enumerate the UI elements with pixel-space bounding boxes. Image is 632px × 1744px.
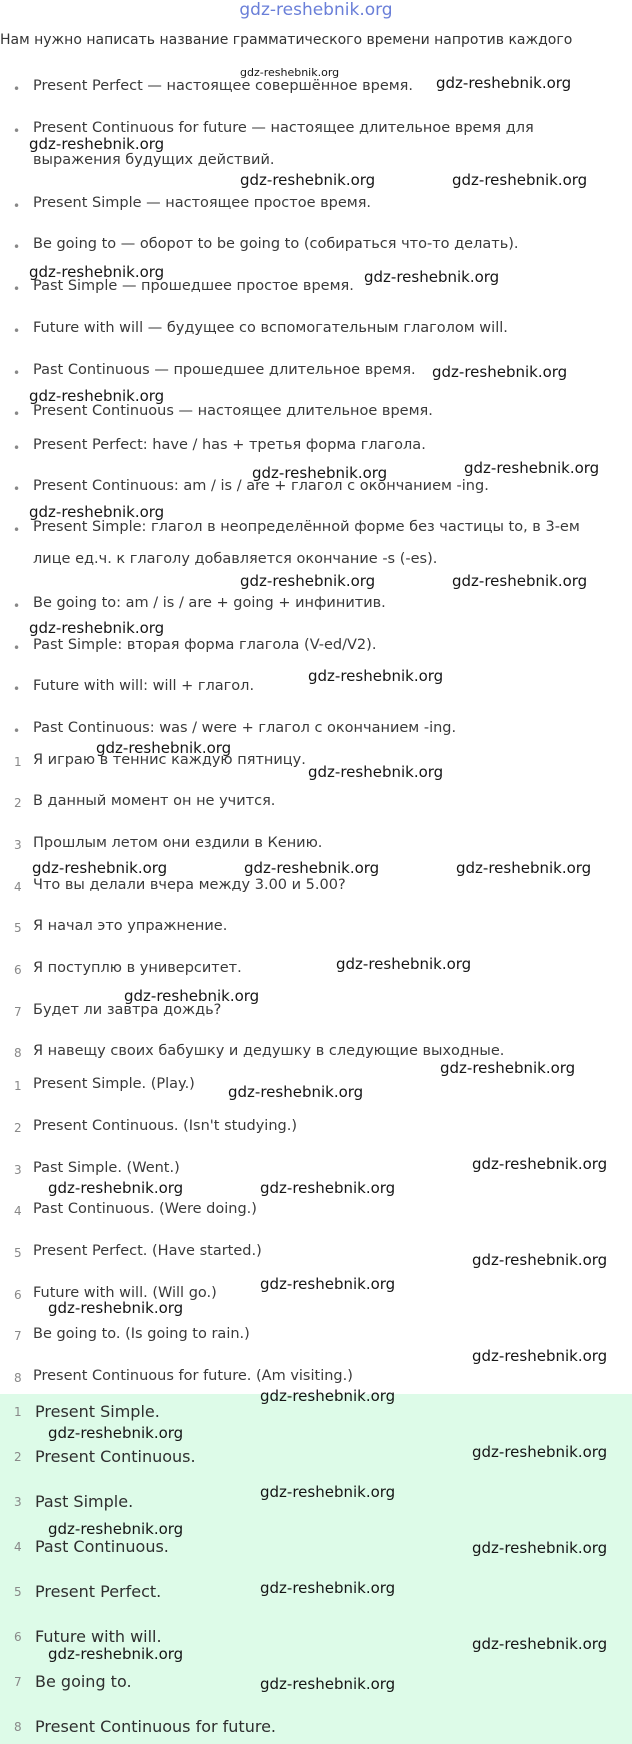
bullet-icon: • (13, 240, 21, 254)
watermark: gdz-reshebnik.org (260, 1275, 396, 1293)
bullet-icon: • (13, 407, 21, 421)
bullet-icon: • (13, 199, 21, 213)
watermark: gdz-reshebnik.org (252, 464, 388, 482)
watermark: gdz-reshebnik.org (472, 1443, 608, 1461)
watermark: gdz-reshebnik.org (432, 363, 568, 381)
watermark: gdz-reshebnik.org (472, 1539, 608, 1557)
bullet-icon: • (13, 82, 21, 96)
watermark: gdz-reshebnik.org (308, 763, 444, 781)
watermark: gdz-reshebnik.org (48, 1520, 184, 1538)
bullet-icon: • (13, 724, 21, 738)
watermark: gdz-reshebnik.org (228, 1083, 364, 1101)
watermark: gdz-reshebnik.org (32, 859, 168, 877)
watermark: gdz-reshebnik.org (436, 74, 572, 92)
watermark: gdz-reshebnik.org (240, 66, 340, 79)
site-watermark: gdz-reshebnik.org (239, 0, 393, 20)
watermark: gdz-reshebnik.org (456, 859, 592, 877)
watermark: gdz-reshebnik.org (124, 987, 260, 1005)
watermark: gdz-reshebnik.org (472, 1251, 608, 1269)
bullet-icon: • (13, 682, 21, 696)
watermark: gdz-reshebnik.org (260, 1387, 396, 1405)
watermark: gdz-reshebnik.org (29, 503, 165, 521)
watermark: gdz-reshebnik.org (336, 955, 472, 973)
watermark: gdz-reshebnik.org (48, 1645, 184, 1663)
watermark: gdz-reshebnik.org (29, 263, 165, 281)
watermark: gdz-reshebnik.org (29, 135, 165, 153)
watermark: gdz-reshebnik.org (472, 1155, 608, 1173)
watermark: gdz-reshebnik.org (240, 572, 376, 590)
watermark: gdz-reshebnik.org (308, 667, 444, 685)
watermark: gdz-reshebnik.org (464, 459, 600, 477)
bullet-icon: • (13, 366, 21, 380)
watermark: gdz-reshebnik.org (244, 859, 380, 877)
watermark: gdz-reshebnik.org (260, 1579, 396, 1597)
bullet-icon: • (13, 599, 21, 613)
watermark: gdz-reshebnik.org (260, 1675, 396, 1693)
intro-text: Нам нужно написать название грамматического времени напротив каждого (0, 32, 573, 48)
watermark: gdz-reshebnik.org (452, 572, 588, 590)
bullet-icon: • (13, 124, 21, 138)
bullet-icon: • (13, 523, 21, 537)
watermark: gdz-reshebnik.org (472, 1347, 608, 1365)
watermark: gdz-reshebnik.org (48, 1179, 184, 1197)
watermark: gdz-reshebnik.org (260, 1483, 396, 1501)
watermark: gdz-reshebnik.org (364, 268, 500, 286)
watermark: gdz-reshebnik.org (440, 1059, 576, 1077)
watermark: gdz-reshebnik.org (472, 1635, 608, 1653)
bullet-icon: • (13, 441, 21, 455)
bullet-icon: • (13, 282, 21, 296)
watermark: gdz-reshebnik.org (260, 1179, 396, 1197)
watermark: gdz-reshebnik.org (29, 387, 165, 405)
bullet-icon: • (13, 641, 21, 655)
bullet-icon: • (13, 482, 21, 496)
watermark: gdz-reshebnik.org (452, 171, 588, 189)
watermark: gdz-reshebnik.org (240, 171, 376, 189)
watermark: gdz-reshebnik.org (29, 619, 165, 637)
bullet-icon: • (13, 324, 21, 338)
watermark: gdz-reshebnik.org (48, 1424, 184, 1442)
watermark: gdz-reshebnik.org (48, 1299, 184, 1317)
watermark: gdz-reshebnik.org (96, 739, 232, 757)
